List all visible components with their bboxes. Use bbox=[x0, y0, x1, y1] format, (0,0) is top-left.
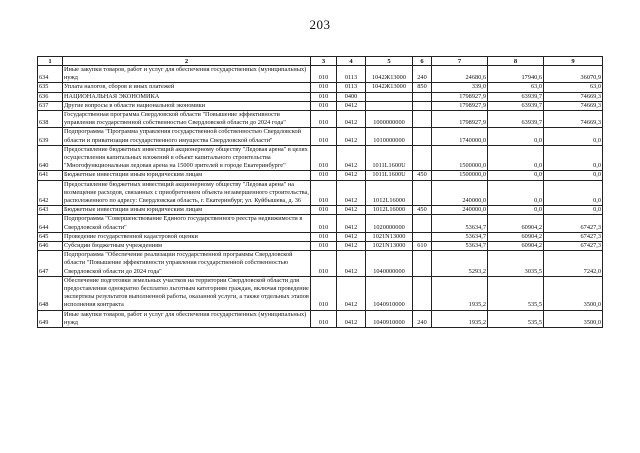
target-article-code: 1040910000 bbox=[366, 276, 413, 310]
row-number: 639 bbox=[38, 128, 63, 145]
table-row bbox=[38, 310, 603, 327]
amount-year-2: 63939,7 bbox=[488, 101, 544, 110]
expense-type-code: 450 bbox=[413, 171, 432, 180]
target-article-code: 1000000000 bbox=[366, 111, 413, 128]
table-body bbox=[38, 66, 603, 328]
amount-year-2: 0,0 bbox=[488, 206, 544, 215]
column-header-7: 7 bbox=[432, 57, 488, 66]
target-article-code: 1042Ж13000 bbox=[366, 83, 413, 92]
section-code: 0412 bbox=[337, 171, 366, 180]
amount-year-2: 3035,5 bbox=[488, 251, 544, 277]
row-number: 644 bbox=[38, 215, 63, 232]
ministry-code: 010 bbox=[311, 251, 337, 277]
target-article-code: 1012L16000 bbox=[366, 206, 413, 215]
target-article-code: 1020000000 bbox=[366, 215, 413, 232]
ministry-code: 010 bbox=[311, 171, 337, 180]
row-number: 649 bbox=[38, 310, 63, 327]
ministry-code: 010 bbox=[311, 111, 337, 128]
row-name: Уплата налогов, сборов и иных платежей bbox=[63, 83, 311, 92]
amount-year-1: 1798927,9 bbox=[432, 111, 488, 128]
amount-year-3: 3500,0 bbox=[544, 276, 603, 310]
amount-year-3: 0,0 bbox=[544, 171, 603, 180]
ministry-code: 010 bbox=[311, 101, 337, 110]
section-code: 0412 bbox=[337, 128, 366, 145]
row-number: 640 bbox=[38, 145, 63, 171]
target-article-code bbox=[366, 92, 413, 101]
budget-table bbox=[37, 56, 603, 328]
row-name: Обеспечение подготовки земельных участков на территории Свердловской области для предоставления однократно бесплатно льготным категориям граждан, включая проведение экспертизы результатов выполненной работы, оказанной услуги, а также отдельных этапов исполнения контракта bbox=[64, 276, 309, 309]
table-row bbox=[38, 83, 603, 92]
column-header-9: 9 bbox=[544, 57, 603, 66]
amount-year-1: 1740000,0 bbox=[432, 128, 488, 145]
expense-type-code bbox=[413, 145, 432, 171]
target-article-code: 1042Ж13000 bbox=[366, 66, 413, 83]
section-code: 0412 bbox=[337, 145, 366, 171]
expense-type-code bbox=[413, 128, 432, 145]
amount-year-1: 5293,2 bbox=[432, 251, 488, 277]
target-article-code: 1040000000 bbox=[366, 251, 413, 277]
row-name: Подпрограмма "Совершенствование Единого государственного реестра недвижимости в Свердловской области" bbox=[63, 215, 311, 232]
row-name: Бюджетные инвестиции иным юридическим лицам bbox=[63, 171, 311, 180]
row-name: Проведение государственной кадастровой оценки bbox=[63, 232, 311, 241]
ministry-code: 010 bbox=[311, 180, 337, 206]
amount-year-1: 1500000,0 bbox=[432, 145, 488, 171]
amount-year-3: 67427,3 bbox=[544, 232, 603, 241]
section-code: 0412 bbox=[337, 310, 366, 327]
ministry-code: 010 bbox=[311, 145, 337, 171]
table-row bbox=[38, 101, 603, 110]
target-article-code: 1012L16000 bbox=[366, 180, 413, 206]
ministry-code: 010 bbox=[311, 206, 337, 215]
amount-year-2: 535,5 bbox=[488, 276, 544, 310]
row-name: Иные закупки товаров, работ и услуг для обеспечения государственных (муниципальных) нужд bbox=[63, 66, 311, 83]
amount-year-2: 60904,2 bbox=[488, 232, 544, 241]
row-number: 646 bbox=[38, 242, 63, 251]
expense-type-code bbox=[413, 276, 432, 310]
row-number: 635 bbox=[38, 83, 63, 92]
target-article-code: 1010000000 bbox=[366, 128, 413, 145]
row-name: Бюджетные инвестиции иным юридическим лицам bbox=[63, 206, 311, 215]
section-code: 0412 bbox=[337, 206, 366, 215]
section-code: 0113 bbox=[337, 66, 366, 83]
target-article-code: 1040910000 bbox=[366, 310, 413, 327]
amount-year-3: 0,0 bbox=[544, 206, 603, 215]
amount-year-1: 1798927,9 bbox=[432, 101, 488, 110]
amount-year-2: 63,0 bbox=[488, 83, 544, 92]
section-code: 0412 bbox=[337, 251, 366, 277]
row-number: 634 bbox=[38, 66, 63, 83]
section-code: 0113 bbox=[337, 83, 366, 92]
expense-type-code: 850 bbox=[413, 83, 432, 92]
ministry-code: 010 bbox=[311, 310, 337, 327]
table-row bbox=[38, 276, 603, 310]
amount-year-1: 24680,6 bbox=[432, 66, 488, 83]
column-header-4: 4 bbox=[337, 57, 366, 66]
section-code: 0412 bbox=[337, 180, 366, 206]
amount-year-1: 1798927,9 bbox=[432, 92, 488, 101]
expense-type-code bbox=[413, 92, 432, 101]
amount-year-2: 0,0 bbox=[488, 180, 544, 206]
row-number: 648 bbox=[38, 276, 63, 310]
section-code: 0412 bbox=[337, 101, 366, 110]
table-row bbox=[38, 66, 603, 83]
table-row bbox=[38, 180, 603, 206]
expense-type-code bbox=[413, 111, 432, 128]
section-code: 0412 bbox=[337, 276, 366, 310]
expense-type-code: 610 bbox=[413, 242, 432, 251]
amount-year-2: 63939,7 bbox=[488, 111, 544, 128]
row-number: 647 bbox=[38, 251, 63, 277]
expense-type-code: 450 bbox=[413, 206, 432, 215]
column-header-2: 2 bbox=[63, 57, 311, 66]
amount-year-2: 535,5 bbox=[488, 310, 544, 327]
row-name: Предоставление бюджетных инвестиций акционерному обществу "Ледовая арена" на возмещение расходов, связанных с приобретением объекта незавершенного строительства, расположенного по адресу: Свердловская область, г. Екатеринбург, ул. Куйбышева, д. 36 bbox=[64, 180, 309, 205]
expense-type-code bbox=[413, 101, 432, 110]
amount-year-3: 0,0 bbox=[544, 145, 603, 171]
row-name: Другие вопросы в области национальной экономики bbox=[63, 101, 311, 110]
amount-year-3: 36070,9 bbox=[544, 66, 603, 83]
row-name: НАЦИОНАЛЬНАЯ ЭКОНОМИКА bbox=[63, 92, 311, 101]
table-row bbox=[38, 232, 603, 241]
target-article-code: 1021N13000 bbox=[366, 242, 413, 251]
amount-year-2: 0,0 bbox=[488, 171, 544, 180]
table-row bbox=[38, 128, 603, 145]
target-article-code: 1011L1600U bbox=[366, 171, 413, 180]
target-article-code bbox=[366, 101, 413, 110]
ministry-code: 010 bbox=[311, 92, 337, 101]
table-row bbox=[38, 206, 603, 215]
expense-type-code: 240 bbox=[413, 310, 432, 327]
amount-year-3: 3500,0 bbox=[544, 310, 603, 327]
amount-year-2: 0,0 bbox=[488, 128, 544, 145]
header-row bbox=[38, 57, 603, 66]
amount-year-3: 7242,0 bbox=[544, 251, 603, 277]
column-header-6: 6 bbox=[413, 57, 432, 66]
ministry-code: 010 bbox=[311, 66, 337, 83]
table-row bbox=[38, 111, 603, 128]
row-number: 642 bbox=[38, 180, 63, 206]
amount-year-3: 67427,3 bbox=[544, 242, 603, 251]
column-header-5: 5 bbox=[366, 57, 413, 66]
amount-year-2: 60904,2 bbox=[488, 242, 544, 251]
column-header-1: 1 bbox=[38, 57, 63, 66]
section-code: 0412 bbox=[337, 242, 366, 251]
row-number: 643 bbox=[38, 206, 63, 215]
row-name: Предоставление бюджетных инвестиций акционерному обществу "Ледовая арена" в целях осуществления капитальных вложений в объект капитального строительства "Многофункциональная ледовая арена на 15000 зрителей в городе Екатеринбурге" bbox=[63, 145, 311, 171]
amount-year-1: 339,0 bbox=[432, 83, 488, 92]
table-row bbox=[38, 242, 603, 251]
row-number: 638 bbox=[38, 111, 63, 128]
amount-year-3: 0,0 bbox=[544, 180, 603, 206]
column-header-3: 3 bbox=[311, 57, 337, 66]
amount-year-1: 240000,0 bbox=[432, 180, 488, 206]
ministry-code: 010 bbox=[311, 83, 337, 92]
table-row bbox=[38, 251, 603, 277]
amount-year-3: 0,0 bbox=[544, 128, 603, 145]
amount-year-3: 63,0 bbox=[544, 83, 603, 92]
amount-year-1: 1935,2 bbox=[432, 276, 488, 310]
ministry-code: 010 bbox=[311, 232, 337, 241]
amount-year-2: 0,0 bbox=[488, 145, 544, 171]
expense-type-code bbox=[413, 215, 432, 232]
section-code: 0412 bbox=[337, 215, 366, 232]
row-number: 636 bbox=[38, 92, 63, 101]
amount-year-1: 240000,0 bbox=[432, 206, 488, 215]
section-code: 0412 bbox=[337, 111, 366, 128]
page-number: 203 bbox=[309, 17, 331, 32]
amount-year-2: 60904,2 bbox=[488, 215, 544, 232]
expense-type-code bbox=[413, 232, 432, 241]
amount-year-2: 17940,6 bbox=[488, 66, 544, 83]
ministry-code: 010 bbox=[311, 276, 337, 310]
row-number: 641 bbox=[38, 171, 63, 180]
expense-type-code bbox=[413, 251, 432, 277]
row-name: Подпрограмма "Обеспечение реализации государственной программы Свердловской области "Повышение эффективности управления государственной собственностью Свердловской области до 2024 года" bbox=[63, 251, 311, 277]
section-code: 0412 bbox=[337, 232, 366, 241]
section-code: 0400 bbox=[337, 92, 366, 101]
column-header-8: 8 bbox=[488, 57, 544, 66]
ministry-code: 010 bbox=[311, 242, 337, 251]
row-name: Субсидии бюджетным учреждениям bbox=[63, 242, 311, 251]
amount-year-1: 53634,7 bbox=[432, 215, 488, 232]
target-article-code: 1011L1600U bbox=[366, 145, 413, 171]
amount-year-3: 74669,3 bbox=[544, 101, 603, 110]
table-row bbox=[38, 145, 603, 171]
row-number: 637 bbox=[38, 101, 63, 110]
amount-year-1: 1500000,0 bbox=[432, 171, 488, 180]
amount-year-3: 74669,3 bbox=[544, 92, 603, 101]
expense-type-code: 240 bbox=[413, 66, 432, 83]
table-row bbox=[38, 215, 603, 232]
amount-year-3: 67427,3 bbox=[544, 215, 603, 232]
ministry-code: 010 bbox=[311, 128, 337, 145]
row-number: 645 bbox=[38, 232, 63, 241]
amount-year-1: 53634,7 bbox=[432, 232, 488, 241]
target-article-code: 1021N13000 bbox=[366, 232, 413, 241]
row-name: Государственная программа Свердловской области "Повышение эффективности управления государственной собственностью Свердловской области до 2024 года" bbox=[63, 111, 311, 128]
ministry-code: 010 bbox=[311, 215, 337, 232]
table-row bbox=[38, 171, 603, 180]
amount-year-2: 63939,7 bbox=[488, 92, 544, 101]
amount-year-1: 1935,2 bbox=[432, 310, 488, 327]
expense-type-code bbox=[413, 180, 432, 206]
row-name: Иные закупки товаров, работ и услуг для обеспечения государственных (муниципальных) нужд bbox=[63, 310, 311, 327]
amount-year-3: 74669,3 bbox=[544, 111, 603, 128]
row-name: Подпрограмма "Программа управления государственной собственностью Свердловской области и приватизации государственного имущества Свердловской области" bbox=[63, 128, 311, 145]
amount-year-1: 53634,7 bbox=[432, 242, 488, 251]
table-row bbox=[38, 92, 603, 101]
